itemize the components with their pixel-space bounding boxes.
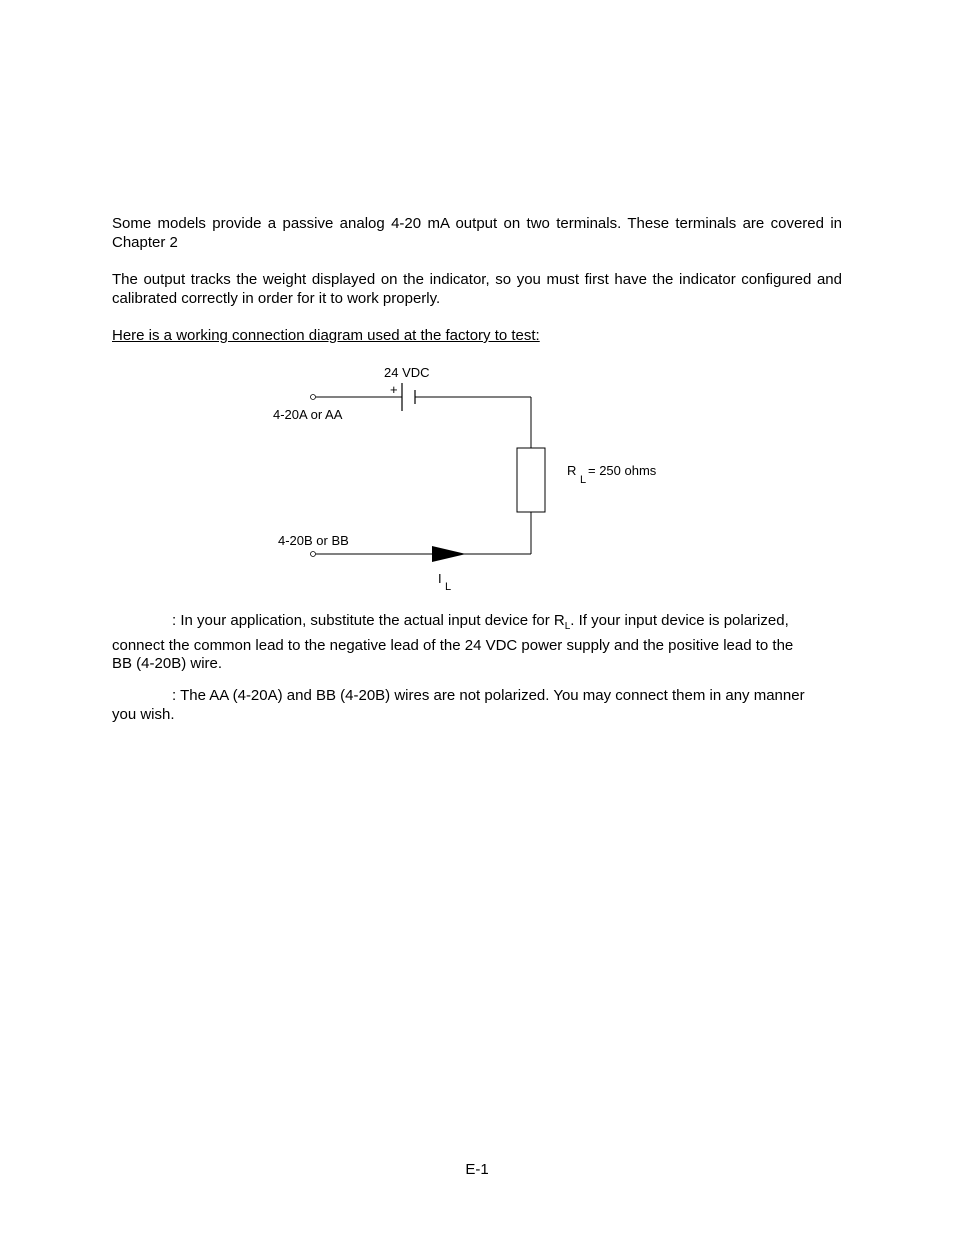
paragraph-intro: Some models provide a passive analog 4-20 mA output on two terminals. These terminals are covered in Chapter 2 <box>112 215 842 251</box>
note-one-text-b: . If your input device is polarized, connect the common lead to the negative lead of the 24 VDC power supply and the positive lead to the BB (4-20B) wire. <box>112 612 794 672</box>
terminal-b-label: 4-20B or BB <box>278 533 349 548</box>
resistor-box <box>517 448 545 512</box>
diagram-intro-text: Here is a working connection diagram used at the factory to test: <box>112 327 540 344</box>
terminal-a-label: 4-20A or AA <box>273 407 343 422</box>
note-two <box>112 687 812 724</box>
plus-label: + <box>390 382 398 397</box>
terminal-b-node <box>311 552 316 557</box>
note-one-text-a: : In your application, substitute the actual input device for R <box>172 612 565 629</box>
resistor-sub-label: L <box>580 474 587 486</box>
note-one-subscript: L <box>564 621 571 632</box>
terminal-a-node <box>311 395 316 400</box>
current-sub-label: L <box>445 581 452 593</box>
page-number: E-1 <box>465 1161 489 1178</box>
note-one <box>112 612 812 674</box>
current-arrow-icon <box>432 546 466 562</box>
note-two-text: : The AA (4-20A) and BB (4-20B) wires are not polarized. You may connect them in any manner you wish. <box>112 687 805 723</box>
supply-label: 24 VDC <box>384 365 430 380</box>
resistor-r-label: R <box>567 463 577 478</box>
paragraph-output-tracking: The output tracks the weight displayed on the indicator, so you must first have the indicator configured and calibrated correctly in order for it to work properly. <box>112 271 842 307</box>
current-i-label: I <box>438 571 442 586</box>
resistor-value-label: = 250 ohms <box>588 463 657 478</box>
